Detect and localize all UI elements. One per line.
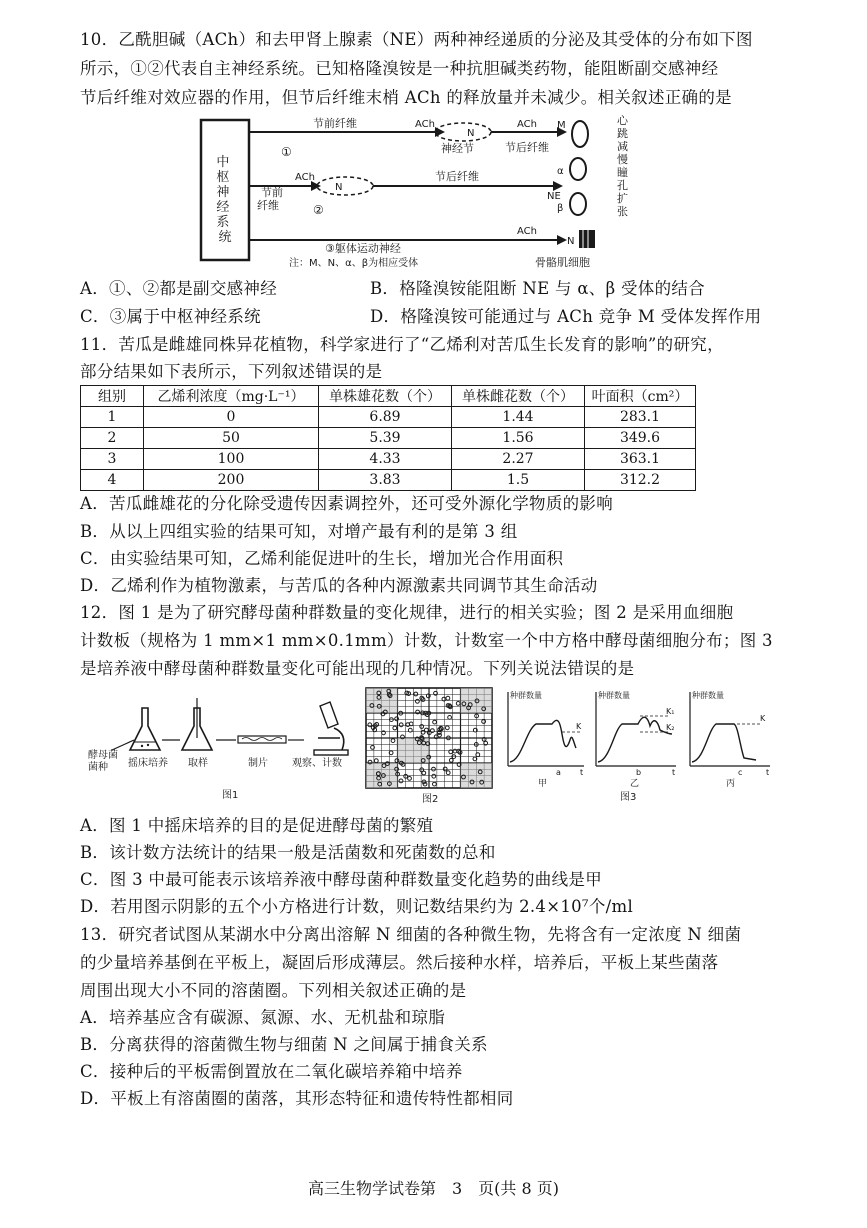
- table-row: [81, 428, 696, 449]
- fig2-counting-chamber: [364, 686, 494, 806]
- yeast-cell: [391, 739, 395, 743]
- fig1-label-shake: 摇床培养: [128, 758, 168, 769]
- fig1-label-yeast-b: 菌种: [88, 762, 108, 773]
- yeast-cell: [390, 718, 394, 722]
- ethephon-table: [80, 385, 696, 491]
- yeast-cell: [426, 694, 430, 698]
- fig3-ylabel-2: 种群数量: [598, 691, 630, 700]
- q11-stem-line-1: 11．苦瓜是雌雄同株异花植物，科学家进行了“乙烯利对苦瓜生长发育的影响”的研究，: [80, 335, 724, 354]
- yeast-cell: [432, 774, 436, 778]
- fig3-chart-bing: [690, 690, 770, 789]
- fig3-t-1: t: [580, 768, 584, 777]
- fig2-grid: [366, 688, 492, 788]
- q11-option-b: B．从以上四组实验的结果可知，对增产最有利的是第 3 组: [80, 522, 518, 541]
- label-heart: 心跳减慢: [617, 114, 628, 166]
- yeast-cell: [482, 720, 486, 724]
- yeast-cell: [368, 723, 372, 727]
- yeast-cell: [433, 782, 437, 786]
- q12-stem-line-2: 计数板（规格为 1 mm×1 mm×0.1mm）计数，计数室一个中方格中酵母菌细胞分布；图 3: [80, 631, 773, 650]
- q13-stem-line-2: 的少量培养基倒在平板上，凝固后形成薄层。然后接种水样，培养后，平板上某些菌落: [80, 953, 719, 972]
- table-cell: 2: [81, 428, 144, 449]
- yeast-cell: [422, 771, 426, 775]
- yeast-cell: [399, 779, 403, 783]
- fig3-bing: 丙: [726, 779, 736, 789]
- label-ne: NE: [547, 191, 561, 202]
- fig3-k2: K₂: [666, 723, 675, 732]
- yeast-cell: [416, 699, 420, 703]
- q10-stem-line-3: 节后纤维对效应器的作用，但节后纤维末梢 ACh 的释放量并未减少。相关叙述正确的是: [80, 88, 732, 107]
- yeast-cell: [473, 728, 477, 732]
- q12-stem-line-1: 12．图 1 是为了研究酵母菌种群数量的变化规律，进行的相关实验；图 2 是采用血细胞: [80, 603, 734, 622]
- q12-stem-line-3: 是培养液中酵母菌种群数量变化可能出现的几种情况。下列关说法错误的是: [80, 659, 635, 678]
- fig1-label-sample: 取样: [188, 758, 208, 769]
- fig1-caption: 图1: [222, 790, 239, 801]
- fig2-caption: 图2: [422, 794, 439, 805]
- table-cell: 1.56: [452, 428, 585, 449]
- table-cell: 0: [144, 407, 319, 428]
- table-cell: 312.2: [585, 470, 696, 491]
- shaded-square: [366, 688, 398, 713]
- q12-option-b: B．该计数方法统计的结果一般是活菌数和死菌数的总和: [80, 843, 496, 862]
- table-cell: 4: [81, 470, 144, 491]
- heart-cell: [572, 121, 588, 147]
- q10-nerve-diagram: [195, 114, 635, 274]
- fig3-curve-jia: [510, 720, 576, 762]
- table-cell: 363.1: [585, 449, 696, 470]
- fig3-chart-yi: [596, 690, 676, 789]
- table-header-row: [81, 386, 696, 407]
- table-cell: 349.6: [585, 428, 696, 449]
- q11-option-d: D．乙烯利作为植物激素，与苦瓜的各种内源激素共同调节其生命活动: [80, 576, 598, 595]
- cns-char-6: 统: [218, 230, 232, 245]
- table-cell: 5.39: [319, 428, 452, 449]
- cns-char-1: 中: [216, 155, 230, 170]
- table-header: 组别: [81, 386, 144, 407]
- label-ach-1: ACh: [415, 119, 435, 130]
- label-m: M: [557, 120, 566, 131]
- q13-stem-line-3: 周围出现大小不同的溶菌圈。下列相关叙述正确的是: [80, 981, 467, 1000]
- fig3-ylabel-3: 种群数量: [692, 691, 724, 700]
- table-header: 叶面积（cm²）: [585, 386, 696, 407]
- label-post-fiber-1: 节后纤维: [505, 141, 549, 154]
- label-n-1: N: [467, 128, 475, 139]
- fig1-slide: [238, 736, 286, 743]
- fig3-t-2: t: [672, 768, 676, 777]
- fig3-k-1: K: [576, 722, 582, 731]
- yeast-cell: [420, 725, 424, 729]
- label-ach-2: ACh: [517, 119, 537, 130]
- yeast-cell: [399, 723, 403, 727]
- q13-stem-line-1: 13．研究者试图从某湖水中分离出溶解 N 细菌的各种微生物，先将含有一定浓度 N 细菌: [80, 925, 742, 944]
- q10-option-b: B．格隆溴铵能阻断 NE 与 α、β 受体的结合: [370, 279, 705, 298]
- table-cell: 100: [144, 449, 319, 470]
- q11-option-a: A．苦瓜雌雄花的分化除受遗传因素调控外，还可受外源化学物质的影响: [80, 494, 614, 513]
- pupil-cell-1: [570, 158, 586, 180]
- q12-option-a: A．图 1 中摇床培养的目的是促进酵母菌的繁殖: [80, 816, 434, 835]
- muscle-cell: [579, 230, 595, 248]
- fig3-curve-bing: [692, 724, 756, 762]
- yeast-cell: [433, 720, 437, 724]
- q12-option-d: D．若用图示阴影的五个小方格进行计数，则记数结果约为 2.4×10⁷个/ml: [80, 897, 634, 916]
- label-receptor-note: 注：M、N、α、β为相应受体: [289, 258, 419, 269]
- fig1-label-observe: 观察、计数: [292, 758, 342, 769]
- label-alpha: α: [557, 166, 564, 177]
- q11-stem-line-2: 部分结果如下表所示，下列叙述错误的是: [80, 362, 383, 381]
- label-somatic: ③躯体运动神经: [325, 242, 401, 255]
- yeast-cell: [438, 733, 442, 737]
- table-cell: 4.33: [319, 449, 452, 470]
- fig3-c: c: [738, 768, 743, 777]
- q10-stem-line-1: 10．乙酰胆碱（ACh）和去甲肾上腺素（NE）两种神经递质的分泌及其受体的分布如下图: [80, 30, 753, 49]
- yeast-cell: [374, 759, 378, 763]
- table-cell: 1.5: [452, 470, 585, 491]
- q13-option-c: C．接种后的平板需倒置放在二氧化碳培养箱中培养: [80, 1062, 463, 1081]
- label-post-fiber-2: 节后纤维: [435, 170, 479, 183]
- yeast-cell: [445, 726, 449, 730]
- fig3-k1: K₁: [666, 707, 675, 716]
- label-ach-4: ACh: [517, 226, 537, 237]
- table-row: [81, 470, 696, 491]
- table-cell: 1: [81, 407, 144, 428]
- label-beta: β: [557, 203, 564, 214]
- label-pupil: 瞳孔扩张: [617, 166, 628, 218]
- label-ganglion: 神经节: [441, 142, 474, 155]
- ganglion-2: [317, 177, 373, 195]
- yeast-cell: [456, 702, 460, 706]
- table-cell: 50: [144, 428, 319, 449]
- cns-char-5: 系: [216, 215, 230, 230]
- yeast-cell: [393, 726, 397, 730]
- cns-char-3: 神: [216, 185, 230, 200]
- page-footer: 高三生物学试卷第 3 页(共 8 页): [307, 1179, 560, 1198]
- pupil-cell-2: [570, 193, 586, 215]
- q13-option-d: D．平板上有溶菌圈的菌落，其形态特征和遗传特性都相同: [80, 1089, 514, 1108]
- yeast-cell: [446, 696, 450, 700]
- fig1-experiment: [82, 698, 362, 802]
- yeast-cell: [408, 777, 412, 781]
- yeast-cell: [404, 774, 408, 778]
- label-circle-1: ①: [281, 145, 292, 159]
- table-cell: 2.27: [452, 449, 585, 470]
- table-cell: 200: [144, 470, 319, 491]
- table-header: 乙烯利浓度（mg·L⁻¹）: [144, 386, 319, 407]
- q12-option-c: C．图 3 中最可能表示该培养液中酵母菌种群数量变化趋势的曲线是甲: [80, 870, 603, 889]
- label-n-2: N: [335, 182, 343, 193]
- fig3-ylabel-1: 种群数量: [510, 691, 542, 700]
- table-cell: 283.1: [585, 407, 696, 428]
- yeast-cell: [446, 771, 450, 775]
- fig3-jia: 甲: [538, 779, 548, 789]
- fig1-label-yeast-a: 酵母菌: [88, 750, 118, 761]
- table-cell: 3: [81, 449, 144, 470]
- label-ach-3: ACh: [295, 172, 315, 183]
- yeast-cell: [448, 716, 452, 720]
- q10-option-a: A．①、②都是副交感神经: [80, 279, 278, 298]
- table-row: [81, 449, 696, 470]
- q10-stem-line-2: 所示，①②代表自主神经系统。已知格隆溴铵是一种抗胆碱类药物，能阻断副交感神经: [80, 59, 719, 78]
- fig3-t-3: t: [766, 768, 770, 777]
- fig3-population-curves: [500, 686, 778, 806]
- label-pre-fiber-2: 节前纤维: [257, 186, 283, 212]
- table-header: 单株雌花数（个）: [452, 386, 585, 407]
- fig1-label-slide: 制片: [248, 758, 268, 769]
- q11-option-c: C．由实验结果可知，乙烯利能促进叶的生长，增加光合作用面积: [80, 549, 564, 568]
- cns-label: [216, 154, 233, 245]
- fig3-b: b: [636, 768, 642, 777]
- fig3-a: a: [556, 768, 561, 777]
- cns-char-4: 经: [216, 200, 230, 215]
- table-cell: 6.89: [319, 407, 452, 428]
- fig3-curve-yi: [598, 717, 675, 762]
- cns-char-2: 枢: [216, 170, 230, 185]
- yeast-cell: [382, 731, 386, 735]
- q10-option-c: C．③属于中枢神经系统: [80, 307, 261, 326]
- microscope-icon: [314, 702, 348, 755]
- table-header: 单株雄花数（个）: [319, 386, 452, 407]
- label-n-3: N: [567, 236, 575, 247]
- yeast-cell: [475, 714, 479, 718]
- label-muscle: 骨骼肌细胞: [535, 256, 590, 269]
- label-pre-fiber-1: 节前纤维: [313, 117, 357, 130]
- fig3-k-3: K: [760, 714, 766, 723]
- q10-option-d: D．格隆溴铵可能通过与 ACh 竞争 M 受体发挥作用: [370, 307, 762, 326]
- fig3-chart-jia: [508, 690, 584, 789]
- table-cell: 1.44: [452, 407, 585, 428]
- q13-option-b: B．分离获得的溶菌微生物与细菌 N 之间属于捕食关系: [80, 1035, 488, 1054]
- fig1-flask-1: [130, 708, 160, 750]
- table-cell: 3.83: [319, 470, 452, 491]
- fig3-yi: 乙: [630, 779, 640, 789]
- table-row: [81, 407, 696, 428]
- q13-option-a: A．培养基应含有碳源、氮源、水、无机盐和琼脂: [80, 1008, 446, 1027]
- shaded-square: [461, 688, 493, 713]
- fig3-caption: 图3: [620, 792, 637, 803]
- label-circle-2: ②: [313, 203, 324, 217]
